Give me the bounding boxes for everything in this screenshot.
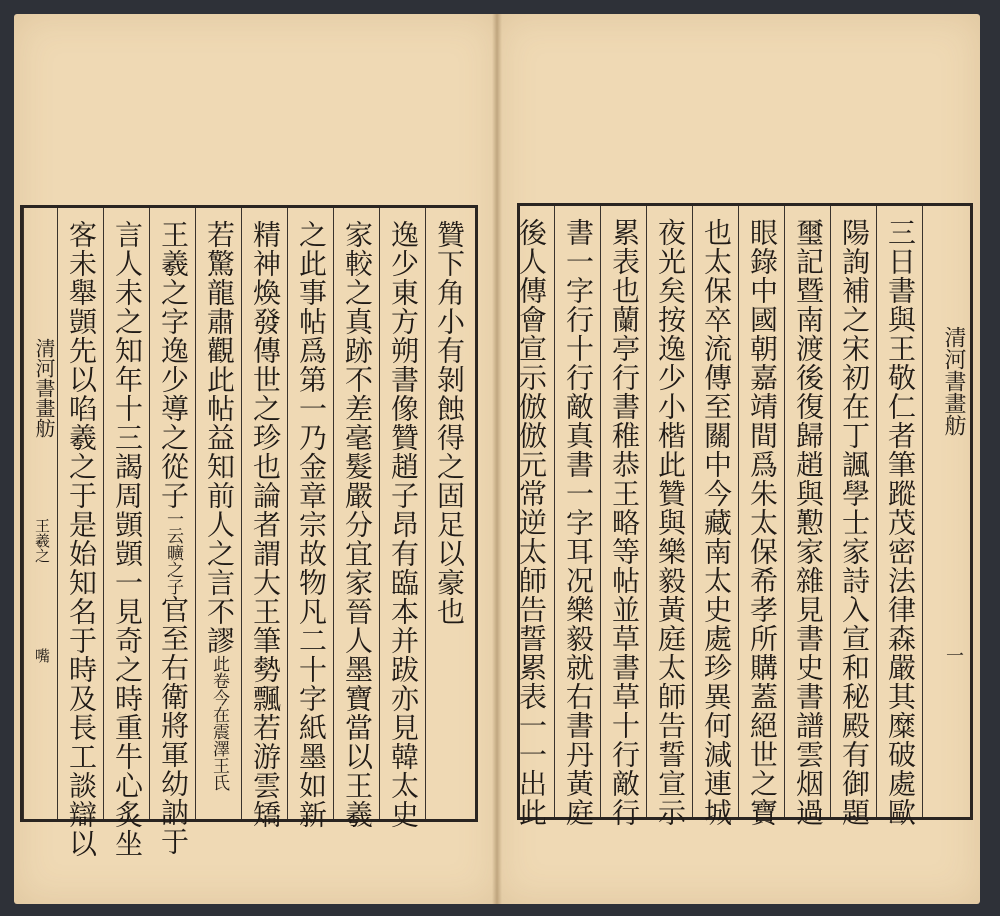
interlinear-note: 此卷今在震澤王氏 — [209, 655, 229, 791]
right-text-frame — [515, 203, 973, 827]
fold-chapter-name: 王羲之 — [33, 518, 51, 563]
text-column: 逸少東方朔書像贊趙子昂有臨本并跋亦見韓太史 — [379, 208, 425, 819]
interlinear-note: 一云曠之子 — [163, 510, 183, 595]
fold-book-title: 清河書畫舫 — [941, 326, 966, 436]
text-column: 若驚龍肅觀此帖益知前人之言不謬此卷今在震澤王氏 — [195, 208, 241, 819]
fold-mark: 嘴 — [33, 648, 51, 663]
fold-folio-number: 一 — [943, 646, 964, 664]
text-column: 後人傳會宣示倣倣元常逆太師告誓累表一一出此 — [515, 218, 548, 827]
text-column: 陽詢補之宋初在丁諷學士家詩入宣和秘殿有御題 — [830, 206, 876, 817]
text-column: 家較之真跡不差毫髮嚴分宜家晉人墨寶當以王羲 — [333, 208, 379, 819]
text-column: 之此事帖爲第一乃金章宗故物凡二十字紙墨如新 — [287, 208, 333, 819]
left-fold-column — [23, 208, 57, 819]
text-column: 三日書與王敬仁者筆蹤茂密法律森嚴其糜破處歐 — [876, 206, 922, 817]
text-column: 夜光矣按逸少小楷此贊與樂毅黃庭太師告誓宣示 — [646, 206, 692, 817]
text-column: 精神煥發傳世之珍也論者謂大王筆勢飄若游雲矯 — [241, 208, 287, 819]
right-fold-column — [930, 206, 970, 817]
text-column: 眼錄中國朝嘉靖間爲朱太保希孝所購蓋絕世之寶 — [738, 206, 784, 817]
text-column: 累表也蘭亭行書稚恭王略等帖並草書草十行敵行 — [600, 206, 646, 817]
left-text-frame — [20, 205, 478, 858]
text-column: 璽記暨南渡後復歸趙與懃家雜見書史書譜雲烟過 — [784, 206, 830, 817]
text-column: 贊下角小有剝蝕得之固足以豪也 — [425, 208, 471, 819]
text-column: 言人未之知年十三謁周顗顗一見奇之時重牛心炙坐 — [103, 208, 149, 819]
text-column: 王羲之字逸少導之從子一云曠之子官至右衛將軍幼訥于 — [149, 208, 195, 819]
text-column: 也太保卒流傳至關中今藏南太史處珍異何減連城 — [692, 206, 738, 817]
text-column: 客未舉顗先以啗羲之于是始知名于時及長工談辯以 — [57, 208, 103, 819]
book-gutter — [492, 14, 502, 904]
text-column: 書一字行十行敵真書一字耳况樂毅就右書丹黃庭 — [554, 206, 600, 817]
fold-book-title: 清河書畫舫 — [32, 338, 56, 438]
